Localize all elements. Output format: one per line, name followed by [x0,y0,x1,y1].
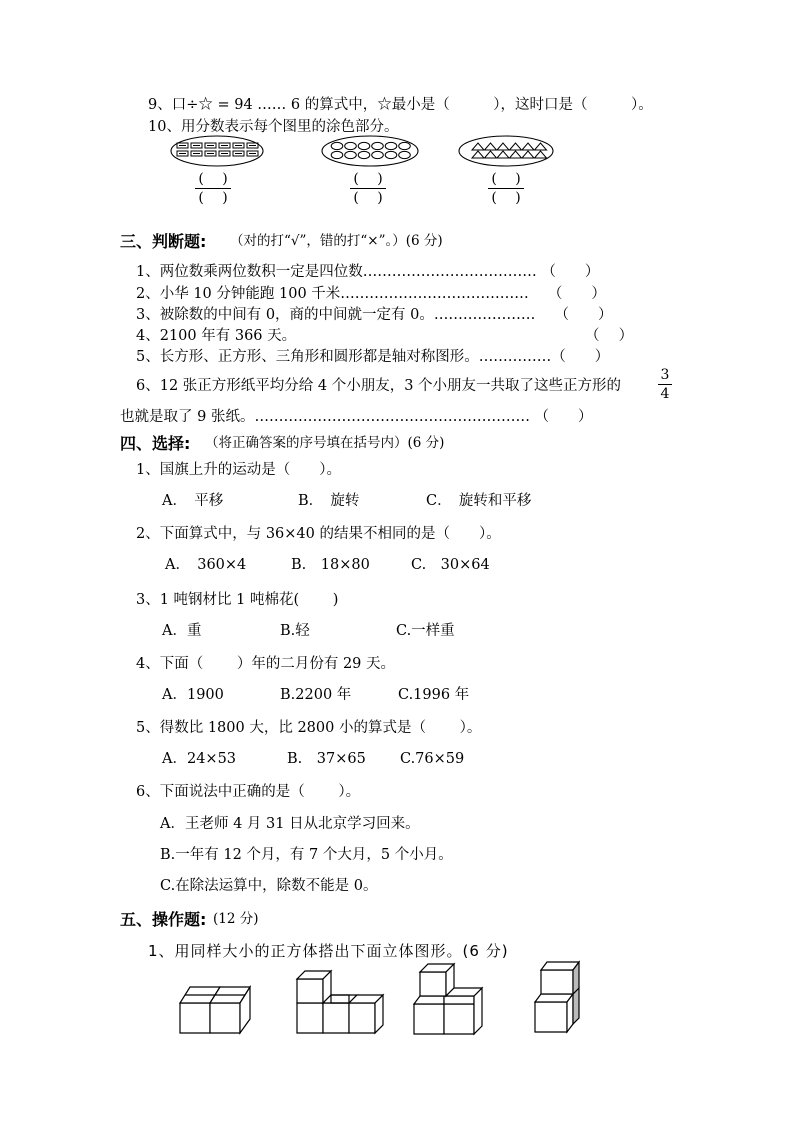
operation-question-1: 1、用同样大小的正方体搭出下面立体图形。(6 分) [148,942,509,960]
section-3-title: 三、判断题: [120,232,207,251]
choice-3-option-b[interactable]: B.轻 [280,623,310,639]
choice-2-option-b[interactable]: B. 18×80 [291,557,370,573]
ellipse-figure-3 [458,134,562,168]
cube-figure-1 [178,985,268,1035]
section-3-note: （对的打“√”，错的打“×”。）(6 分) [230,233,443,249]
choice-6-option-c[interactable]: C.在除法运算中，除数不能是 0。 [160,878,378,894]
choice-question-3: 3、1 吨钢材比 1 吨棉花( ) [136,592,339,608]
ellipse-figure-1 [170,134,270,168]
section-4-title: 四、选择: [120,434,191,453]
choice-4-option-a[interactable]: A．1900 [162,687,224,703]
choice-question-2: 2、下面算式中，与 36×40 的结果不相同的是（ ）。 [136,526,501,542]
cube-figure-2 [295,969,385,1035]
choice-3-option-a[interactable]: A．重 [162,623,202,639]
judge-item-6: 6、12 张正方形纸平均分给 4 个小朋友，3 个小朋友一共取了这些正方形的 [136,378,622,394]
choice-4-option-c[interactable]: C.1996 年 [398,687,470,703]
cube-figure-3 [412,958,502,1036]
choice-1-option-a[interactable]: A． 平移 [162,493,224,509]
judge-item-1: 1、两位数乘两位数积一定是四位数……………………………… （ ） [136,264,600,280]
choice-5-option-a[interactable]: A．24×53 [162,751,237,767]
choice-5-option-c[interactable]: C.76×59 [400,751,465,767]
section-4-note: （将正确答案的序号填在括号内）(6 分) [205,435,445,451]
choice-2-option-c[interactable]: C. 30×64 [411,557,490,573]
choice-1-option-c[interactable]: C． 旋转和平移 [426,493,532,509]
choice-question-1: 1、国旗上升的运动是（ ）。 [136,462,341,478]
judge-item-4: 4、2100 年有 366 天。 [136,328,297,344]
choice-question-4: 4、下面（ ）年的二月份有 29 天。 [136,656,396,672]
choice-4-option-b[interactable]: B.2200 年 [280,687,352,703]
ellipse-figure-2 [320,134,424,168]
choice-6-option-a[interactable]: A．王老师 4 月 31 日从北京学习回来。 [160,816,420,832]
judge-item-5: 5、长方形、正方形、三角形和圆形都是轴对称图形。……………（ ） [136,349,610,365]
judge-item-4-bracket[interactable]: （ ） [585,328,634,344]
judge-item-2: 2、小华 10 分钟能跑 100 千米………………………………… （ ） [136,286,606,302]
choice-question-6: 6、下面说法中正确的是（ ）。 [136,784,361,800]
judge-item-3: 3、被除数的中间有 0，商的中间就一定有 0。………………… （ ） [136,307,613,323]
fraction-three-quarters: 3 4 [658,368,672,401]
choice-3-option-c[interactable]: C.一样重 [396,623,455,639]
choice-1-option-b[interactable]: B． 旋转 [298,493,360,509]
choice-6-option-b[interactable]: B.一年有 12 个月，有 7 个大月，5 个小月。 [160,847,453,863]
choice-question-5: 5、得数比 1800 大，比 2800 小的算式是（ ）。 [136,720,482,736]
judge-item-6-cont: 也就是取了 9 张纸。………………………………………………… （ ） [120,409,593,425]
fraction-answer-3[interactable]: ( ) ( ) [488,172,524,205]
question-9: 9、口÷☆ = 94 …… 6 的算式中，☆最小是（ ），这时口是（ ）。 [148,97,653,113]
question-10: 10、用分数表示每个图里的涂色部分。 [148,119,399,135]
section-5-note: (12 分) [213,911,259,927]
choice-2-option-a[interactable]: A． 360×4 [165,557,247,573]
cube-figure-4 [533,958,593,1036]
section-5-title: 五、操作题: [120,910,207,929]
choice-5-option-b[interactable]: B. 37×65 [287,751,366,767]
fraction-answer-1[interactable]: ( ) ( ) [195,172,231,205]
fraction-answer-2[interactable]: ( ) ( ) [350,172,386,205]
